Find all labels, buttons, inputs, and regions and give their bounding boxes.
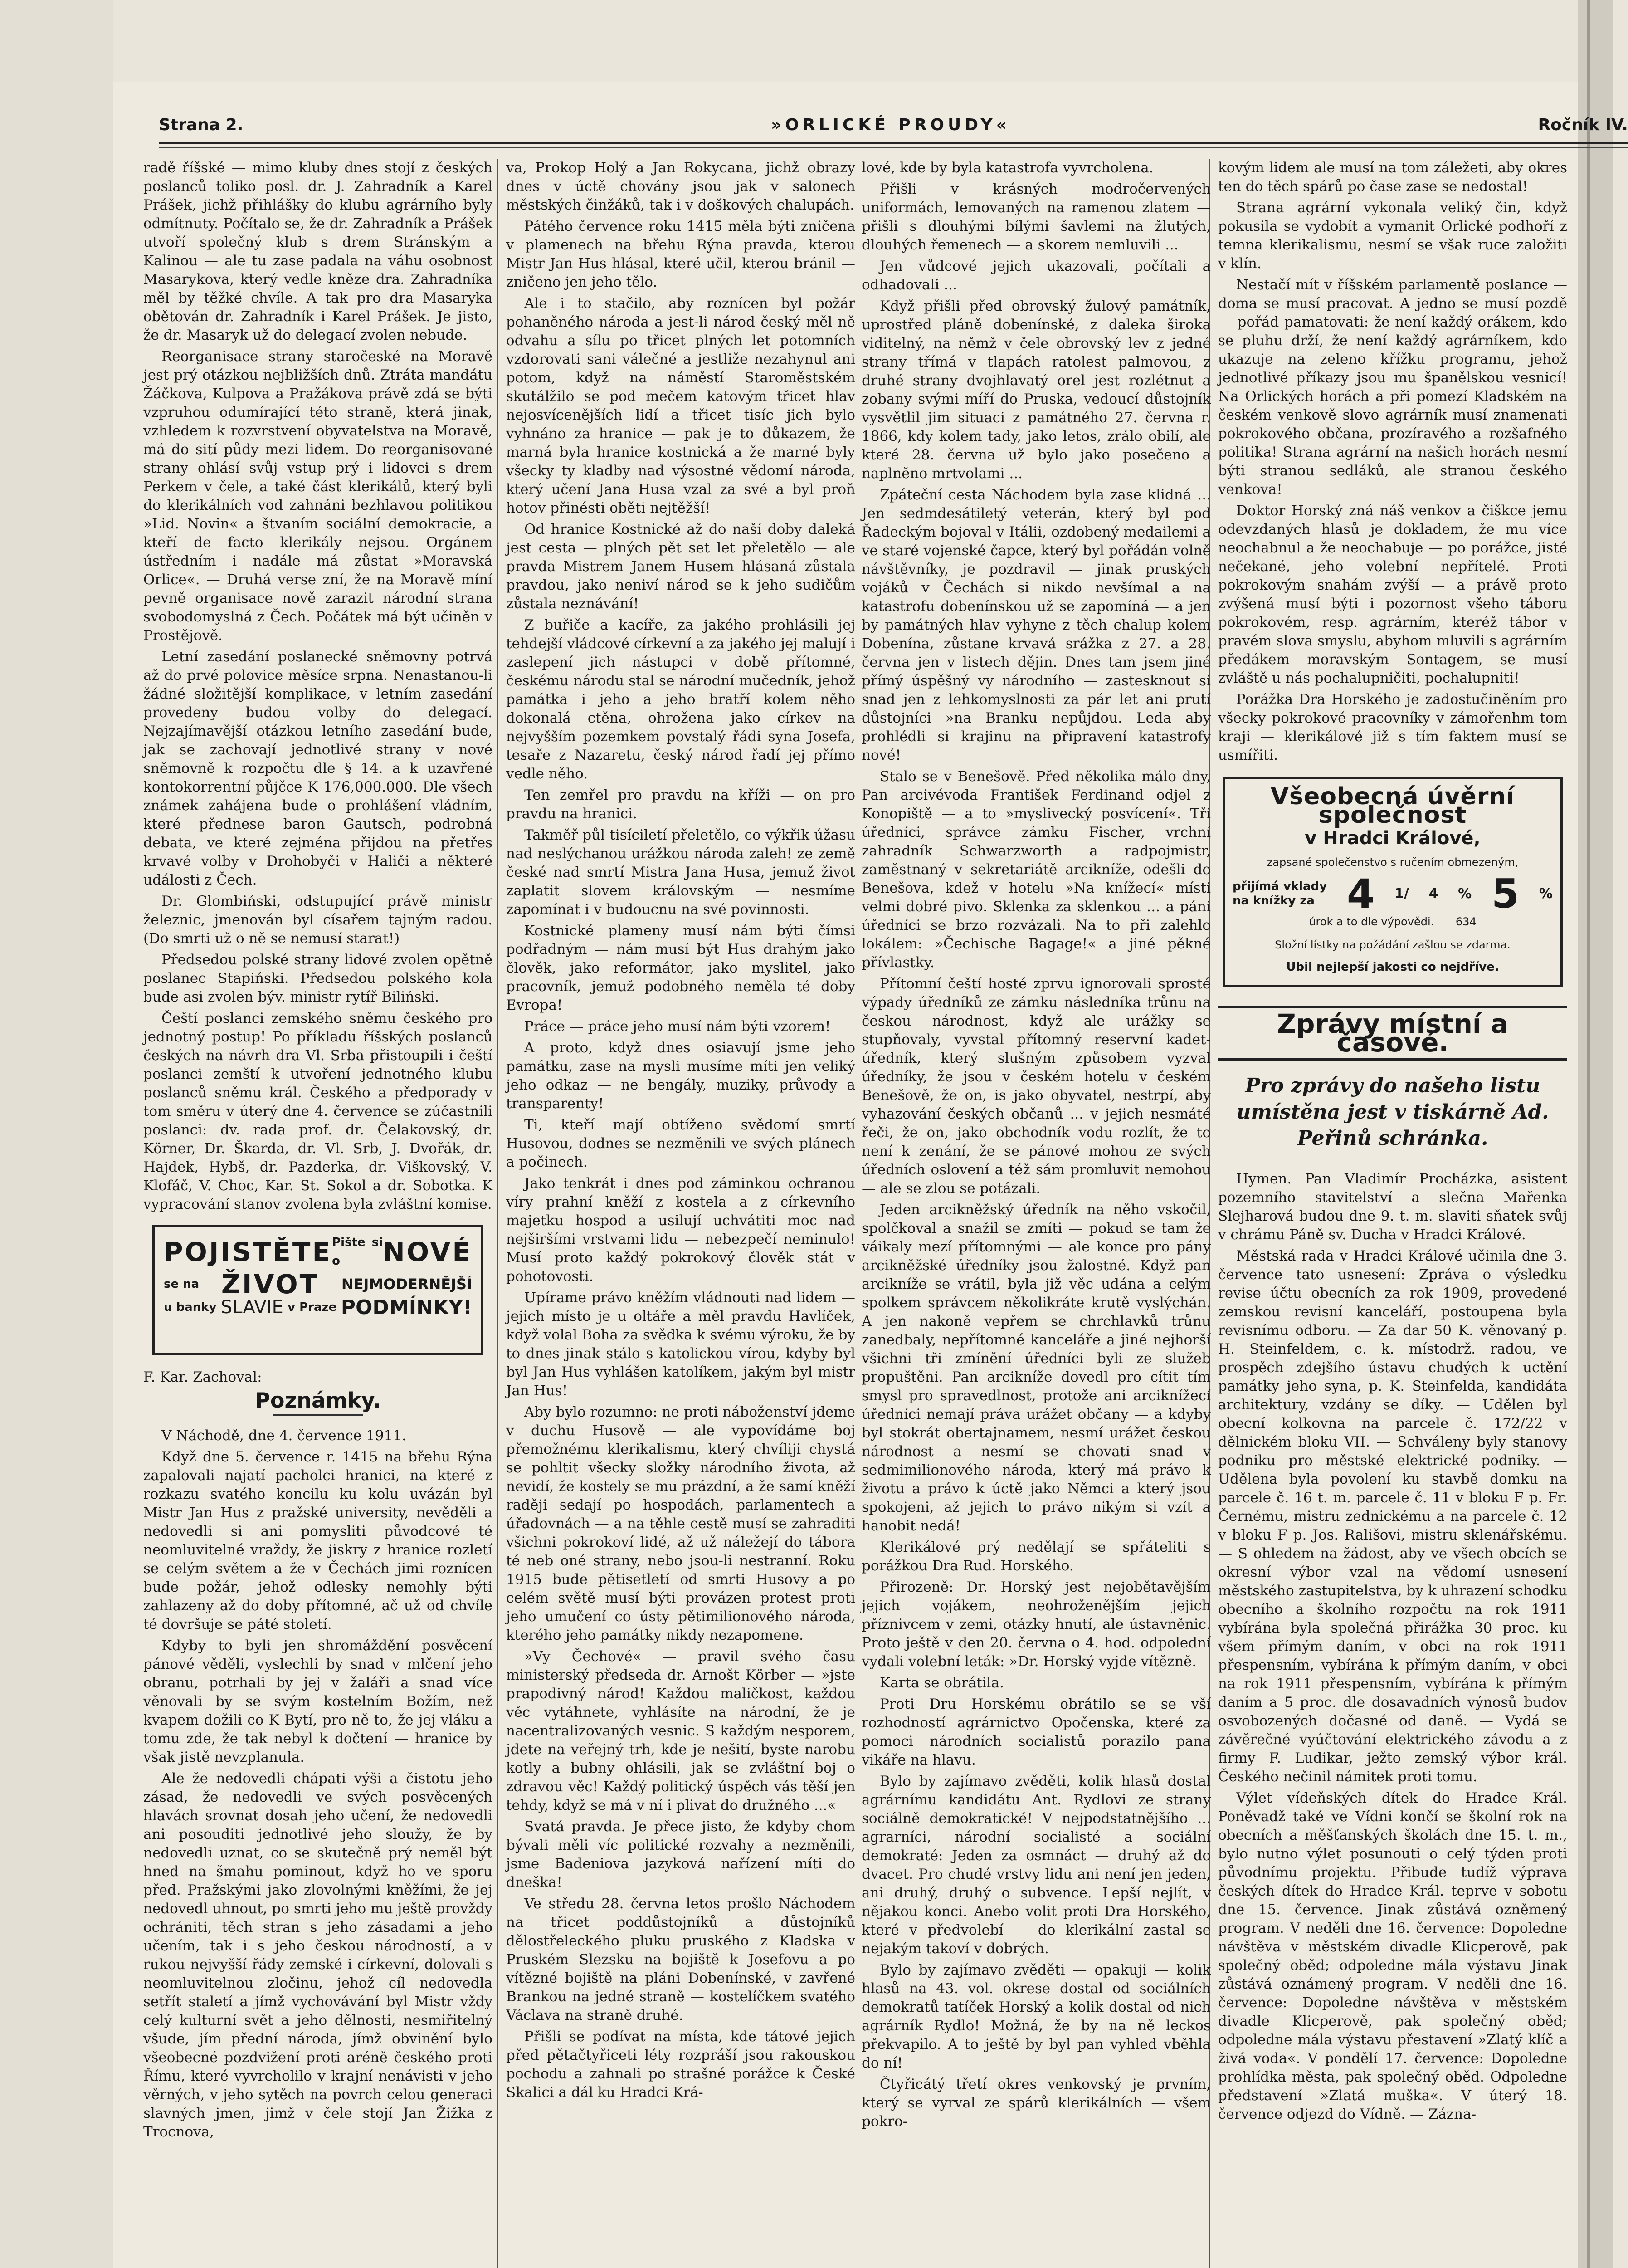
insurance-advertisement	[152, 1225, 483, 1355]
article-paragraph: Bylo by zajímavo zvěděti, kolik hlasů dostal agrárnímu kandidátu Ant. Rydlovi ze strany sociálně demokratické! V nejpodstatnějšího ... agrarníci, národní socialisté a sociální demokraté: Jeden za osmnáct — druhý až do dvacet. Pro chudé vrstvy lidu ani není jen jeden, ani druhý, druhý o subvence. Lepší nejlít, v nějakou konci. Anebo volit proti Dra Horského, které v předvolebí — do klerikální zastal se nejakým takoví v dobrých.	[862, 1773, 1211, 1957]
volume-number: Ročník IV.	[1538, 115, 1628, 134]
ad-code: 634	[1455, 915, 1477, 928]
column-1	[143, 159, 492, 2268]
news-item: Městská rada v Hradci Králové učinila dne 3. července tato usnesení: Zpráva o výsledku revise účtu obecních za rok 1909, provedené zemskou revisní kanceláří, postoupena byla revisnímu odboru. — Za dar 50 K. věnovaný p. H. Steinfeldem, c. k. místodrž. radou, ve prospěch zdejšího ústavu chudých k uctění památky jeho syna, p. K. Steinfelda, kandidáta architektury, vzdány se díky. — Udělen byl obecní kolkovna na parcele č. 172/22 v dělnickém bloku VII. — Schváleny byly stanovy podniku pro městské elektrické podniky. — Udělena byla povolení ku stavbě domku na parcele č. 16 t. m. parcele č. 11 v bloku F p. Fr. Černému, mistru zednickému a na parcele č. 12 v bloku F p. Jos. Rališovi, mistru sklenářskému. — S ohledem na žádost, aby ve všech obcích se okresní výbor vzal na vědomí usnesení městského zastupitelstva, by k uhrazení schodku obecního a školního rozpočtu na rok 1911 vybírána byla společná přirážka 30 proc. ku všem přímým daním, v obci na rok 1911 přespensním, vybírána k přímým daním, v obci na rok 1911 přespensním, vybírána k přímým daním a 5 proc. dle dosavadních výnosů budov osvobozených dočasné od daně. — Vydá se závěrečné vyúčtování elektrického závodu a z firmy F. Ludikar, ježto zemský výbor král. Českého nečinil námitek proti tomu.	[1218, 1248, 1567, 1785]
article-paragraph: Čeští poslanci zemského sněmu českého pro jednotný postup! Po příkladu říšských poslanců českých na návrh dra Vl. Srba přistoupili i čeští poslanci zemští k utvoření jednotného klubu poslanců sněmu král. Českého a předporady v tom směru v úterý dne 4. července se zúčastnili poslanci: dv. rada prof. dr. Čelakovský, dr. Körner, Dr. Škarda, dr. Vl. Srb, J. Dvořák, dr. Hajdek, Hybš, dr. Pazderka, dr. Viškovský, V. Klofáč, V. Choc, Kar. St. Sokol a dr. Sobotka. K vypracování stanov zvolena byla zvláštní komise.	[143, 1010, 492, 1212]
ad-nove: NOVÉ	[383, 1236, 472, 1267]
article-paragraph: Takměř půl tisíciletí přeletělo, co výkřik úžasu nad neslýchanou urážkou národa zaleh! ze země české nad smrtí Mistra Jana Husa, jemuž život zaplatit slovem královským — nesmíme zapomínat i v budoucnu na své povinnosti.	[506, 827, 855, 918]
page-fold-line	[1587, 0, 1590, 2268]
section-heading: Zprávy místní a časové.	[1218, 1006, 1567, 1061]
article-paragraph: Kdyby to byli jen shromáždění posvěcení pánové věděli, vyslechli by snad v mlčení jeho obranu, potrhali by jej v žaláři a snad více věnovali by se svým kostelním Božím, než kvapem dožili co K Bytí, pro ně to, že jej vláku a tomu zde, že tak nebyl k dočtení — hranice by však jistě nevzplanula.	[143, 1637, 492, 1765]
article-paragraph: lové, kde by byla katastrofa vyvrcholena.	[862, 160, 1154, 176]
article-paragraph: Letní zasedání poslanecké sněmovny potrvá až do prvé polovice měsíce srpna. Nenastanou-li žádné složitější komplikace, v letním zasedání provedeny budou volby do delegací. Nejzajímavější otázkou letního zasedání bude, jak se zachovají jednotlivé strany v nové sněmovně k rozpočtu dle § 14. a k uzavřené kontokorrentní půjčce K 176,000.000. Dle všech známek zahájena bude o prohlášení vládním, které přednese baron Gautsch, podrobná debata, ve které zejména přijdou na přetřes krvavé volby v Drohobyči v Haliči a některé události z Čech.	[143, 649, 492, 888]
article-paragraph: Jako tenkrát i dnes pod záminkou ochranou víry prahní kněží z kostela a z církevního majetku hospod a usilují uchvátiti moc nad nejširšími vrstvami lidu — nebezpečí neminulo! Musí proto každý pokrokový člověk stát v pohotovosti.	[506, 1175, 855, 1285]
ad-piste-si: Pište si o	[332, 1236, 383, 1268]
article-paragraph: Přítomní čeští hosté zprvu ignorovali sprosté výpady úředníků ze zámku následníka trůnu na českou národnost, když ale urážky se stupňovaly, vyvstal přítomný reservní kadet-úředník, který slušným způsobem vyzval úředníky, že jsou v českém hotelu v českém Benešově, že on, is jako obyvatel, nestrpí, aby vyhazování českých občanů ... v jejich nesmáté řeči, že on, jako obchodník vodu rozlít, že to není k zenání, že se pánové mohou ze svých úředních oslovení a též sám promluvit nemohou — ale se zlou se potázali.	[862, 976, 1211, 1197]
column-4	[1218, 159, 1567, 2268]
ad-podminky: PODMÍNKY!	[341, 1296, 472, 1319]
article-paragraph: Aby bylo rozumno: ne proti náboženství jdeme v duchu Husově — ale vypovídáme boj přemožnému klerikalismu, který chvíliji chystá se pohltit všecky složky národního života, až nevidí, že kostely se mu prázdní, a že samí kněží raději sedají po hospodách, parlamentech a úřadovnách — a na těhle cestě musí se zahraditi všichni pokrokoví lidé, až už náležejí do tábora té neb oné strany, nebo jsou-li nestranní. Roku 1915 bude pětisetletí od smrti Husovy a po celém světě musí býti provázen protest proti jeho umučení co ústy pětimilionového národa, kterého jeho památky nikdy nezapomene.	[506, 1404, 855, 1643]
article-paragraph: Ti, kteří mají obtíženo svědomí smrtí Husovou, dodnes se nezměnili ve svých plánech a počinech.	[506, 1117, 855, 1170]
ad-company-name: Všeobecná úvěrní společnost	[1270, 783, 1515, 829]
article-dateline: V Náchodě, dne 4. července 1911.	[161, 1427, 406, 1444]
article-paragraph: A proto, když dnes osiavují jsme jeho památku, zase na mysli musíme míti jen veliký jeho odkaz — ne bengály, muziky, průvody a transparenty!	[506, 1040, 855, 1112]
ad-nejmodernejsi: NEJMODERNĚJŠÍ	[341, 1276, 472, 1293]
ad-rate-value: 5	[1491, 870, 1520, 917]
ad-rate-percent: %	[1539, 885, 1553, 902]
ad-line: Složní lístky na požádání zašlou se zdarma.	[1275, 938, 1511, 951]
news-item: Hymen. Pan Vladimír Procházka, asistent pozemního stavitelství a slečna Mařenka Slejharová budou dne 9. t. m. slaviti sňatek svůj v chrámu Páně sv. Ducha v Hradci Králové.	[1218, 1171, 1567, 1243]
ad-pojistete: POJISTĚTE	[164, 1236, 332, 1267]
article-paragraph: Přirozeně: Dr. Horský jest nejobětavějším jejich vojákem, neohroženějším jejich příznivcem v zemi, otázky hnutí, ale ústavněnic. Proto ještě v den 20. června o 4. hod. odpolední vydali volební leták: »Dr. Horský vyjde vítězně.	[862, 1579, 1211, 1670]
article-heading: Poznámky.	[255, 1388, 381, 1413]
article-paragraph: Ve středu 28. června letos prošlo Náchodem na třicet poddůstojníků a důstojníků dělostřeleckého pluku pruského z Kladska v Pruském Slezsku na bojiště k Josefovu a po vítězné bojiště na pláni Dobenínské, v zavřené Brankou na jedné straně — kostelíčkem svatého Václava na straně druhé.	[506, 1896, 855, 2024]
article-author: F. Kar. Zachoval:	[143, 1369, 262, 1385]
article-paragraph: Svatá pravda. Je přece jisto, že kdyby chom bývali měli víc politické rozvahy a nezměnili, jsme Badeniova jazyková nařízení míti do dneška!	[506, 1818, 855, 1891]
header-rule	[159, 142, 1628, 144]
article-paragraph: Kostnické plameny musí nám býti čímsi podřadným — nám musí být Hus drahým jako člověk, jako reformátor, jako myslitel, jako pracovník, jemuž podobného neměla té doby Evropa!	[506, 923, 855, 1013]
ad-u-banky: u banky	[164, 1300, 217, 1314]
page-right-edge	[1578, 0, 1613, 2268]
article-paragraph: Karta se obrátila.	[880, 1675, 1004, 1691]
ad-v-praze: v Praze	[288, 1300, 337, 1314]
article-paragraph: Práce — práce jeho musí nám býti vzorem!	[524, 1018, 831, 1035]
ad-se-na: se na	[164, 1277, 200, 1291]
submission-notice: Pro zprávy do našeho listu umístěna jest v tiskárně Ad. Peřinů schránka.	[1236, 1074, 1549, 1150]
article-paragraph: Dr. Glombiński, odstupující právě ministr železnic, jmenován byl císařem tajným radou. (Do smrti už o ně se nemusí starat!)	[143, 893, 492, 947]
article-paragraph: Přišli se podívat na místa, kde tátové jejich před pětačtyřiceti léty rozpráší jsou rakouskou pochodu a zahnali po strašné porážce k České Skalici a dál ku Hradci Krá-	[506, 2028, 855, 2101]
article-paragraph: Předsedou polské strany lidové zvolen opětně poslanec Stapiński. Předsedou polského kola bude asi zvolen býv. ministr rytíř Biliński.	[143, 952, 492, 1005]
ad-note-text: úrok a to dle výpovědi.	[1309, 915, 1434, 928]
article-paragraph: Nestačí mít v říšském parlamentě poslance — doma se musí pracovat. A jedno se musí pozdě — pořád pamatovati: že není každý orákem, kdo se pluhu drží, že není každý agrárníkem, kdo ukazuje na zeleno křížku programu, jehož jednotlivé příkazy jsou mu španělskou vesnicí! Na Orlických horách a při pomezí Kladském na českém venkově slovo agrárník musí znamenati pokrokového občana, prozíravého a rozšafného politika! Strana agrární na našich horách nesmí býti stranou sedláků, ale stranou českého venkova!	[1218, 277, 1567, 498]
article-paragraph: Bylo by zajímavo zvěděti — opakuji — kolik hlasů na 43. vol. okrese dostal od sociálních demokratů tatíček Horský a kolik dostal od nich agrárník Rydlo! Možná, že by na ně leckos překvapilo. A to ještě by byl pan vyhled vběhla do ní!	[862, 1962, 1211, 2071]
ad-line: Ubil nejlepší jakosti co nejdříve.	[1286, 960, 1499, 974]
article-paragraph: Z buřiče a kacíře, za jakého prohlásili jej tehdejší vládcové církevní a za jakého jej malují i zaslepení jich nástupci v době přítomné, českému národu stal se národní mučedník, jehož památka i jeho a jeho bratří kolem něho dokonalá ctěna, ohrožena jako církev na nejvyšším pozemkem povstalý řádi syna Josefa, tesaře z Nazaretu, český národ řadí jej přímo vedle něho.	[506, 617, 855, 782]
article-paragraph: Stalo se v Benešově. Před několika málo dny, Pan arcivévoda František Ferdinand odjel z Konopiště — a to »myslivecký posvícení«. Tři úředníci, správce zámku Fischer, vrchní zahradník Schwarzworth a radpojmistr, zaměstnaný v sekretariátě arcikníže, odešli do Benešova, kdež v hotelu »Na knížecí« místi velmi dobré pivo. Sklenka za sklenkou ... a páni úředníci se brzo rozvázali. Na to při zalehlo lokálem: »Čechische Bagage!« a jiné pěkné přívlastky.	[862, 768, 1211, 971]
article-paragraph: Porážka Dra Horského je zadostučiněním pro všecky pokrokové pracovníky v zámořenhm tom kraji — klerikálové již s tím faktem musí se usmířiti.	[1218, 691, 1567, 763]
article-paragraph: Ale i to stačilo, aby roznícen byl požár pohaněného národa a jest-li národ český měl ně odvahu a sílu po třicet plných let potomních vzdorovati sani válečné a jestliže nezahynul ani potom, když na náměstí Staroměstském skutálžilo se pod mečem katovým třicet hlav nejosvícenějších lidí a třicet tisíc jich bylo vyhnáno za hranice — pak je to důkazem, že marná byla hranice kostnická a že marné byly všecky ty kladby nad výsostné vědomí národa, který učení Jana Husa vzal za své a byl proň hotov přinésti oběti nejtěžší!	[506, 295, 855, 516]
column-divider	[497, 159, 498, 2268]
article-paragraph: Pátého července roku 1415 měla býti zničena v plamenech na břehu Rýna pravda, kterou Mistr Jan Hus hlásal, které učil, kterou bránil — zničeno jen jeho tělo.	[506, 218, 855, 290]
article-paragraph: Doktor Horský zná náš venkov a čiškce jemu odevzdaných hlasů je dokladem, že mu více neochabnul a že neochabuje — po porážce, jisté nečekané, jeho volební nepřítelé. Proti pokrokovým snahám zvýší — a právě proto zvýšená musí býti i pozornost všeho táboru pokrokovém, resp. agrárním, kteréž tábor v pravém slova smyslu, abyhom mluvili s agrárním předákem moravským Sontagem, se musí zvláště u nás pochalupničiti, pochalupniti!	[1218, 503, 1567, 686]
article-paragraph: va, Prokop Holý a Jan Rokycana, jichž obrazy dnes v úctě chovány jsou jak v salonech městských činžáků, tak i v doškových chalupách.	[506, 160, 855, 213]
article-paragraph: Přišli v krásných modročervených uniformách, lemovaných na ramenou zlatem — přišli s dlouhými bílými šavlemi na žlutých, dlouhých řemenech — a skorem nemluvili ...	[862, 181, 1211, 253]
ad-slavie: SLAVIE	[220, 1297, 283, 1318]
ad-interest-rate	[1233, 870, 1553, 917]
article-paragraph: Když přišli před obrovský žulový památník, uprostřed pláně dobenínské, z daleka široka viditelný, na němž v čele obrovský lev z jedné strany třímá v tlapách ratolest palmovou, z druhé strany dvojhlavatý orel jest rozlétnut a zobany svými míří do Pruska, vedoucí důstojník vysvětlil jim situaci z památného 27. června r. 1866, kdy kolem tady, jako letos, zrálo obilí, ale které 28. června už bylo jako posečeno a naplněno mrtvolami ...	[862, 298, 1211, 482]
article-paragraph: Čtyřicátý třetí okres venkovský je prvním, který se vyrval ze spárů klerikálních — všem pokro-	[862, 2076, 1211, 2130]
article-paragraph: Od hranice Kostnické až do naší doby daleká jest cesta — plných pět set let přeletělo — ale pravda Mistrem Janem Husem hlásaná zůstala pravdou, jako neniví národ se k jeho sudičům zůstala neznávání!	[506, 521, 855, 612]
column-3	[862, 159, 1211, 2268]
news-item: Výlet vídeňských dítek do Hradce Král. Poněvadž také ve Vídni končí se školní rok na obecních a měšťanských školách dne 15. t. m., bylo nutno výlet posunouti o celý týden proti původnímu projektu. Přibude tudíž výprava českých dítek do Hradce Král. teprve v sobotu dne 15. července. Jinak zůstává ozněmený program. V neděli dne 16. července: Dopoledne návštěva v městském divadle Klicperově, pak společný oběd; odpoledne mála výstavu Jinak zůstává oznámený program. V neděli dne 16. července: Dopoledne návštěva v městském divadle Klicperově, pak společný oběd; odpoledne mála výstavu přestavení »Zlatý klíč a živá voda«. V pondělí 17. července: Dopoledne prohlídka města, pak společný oběd. Odpoledne představení »Zlatá muška«. V úterý 18. července odjezd do Vídně. — Zázna-	[1218, 1790, 1567, 2122]
article-paragraph: Strana agrární vykonala veliký čin, když pokusila se vydobít a vymanit Orlické podhoří z temna klerikalismu, nesmí se však ruce založiti v klín.	[1218, 200, 1567, 272]
ad-rate-label: na knížky za	[1233, 894, 1315, 908]
article-paragraph: Jeden arcikněžský úředník na něho vskočil, spolčkoval a snažil se zmíti — pokud se tam že váikaly mezí přítomnými — ale konce pro pány arcikněžské úředníky jsou žalostné. Když pan arcikníže se vrátil, byla již věc udána a celým spolkem správcem několikráte krutě vyslýchán. A jen nakoně vepřem se chrchlavků trůnu zanedbaly, nepřítomné kanceláře a jiné nejhorší všichni tři zmínění úředníci byli ze služeb propuštěni. Pan arcikníže dovedl pro cítit tím smysl pro spravedlnost, protože ani arciknížecí úředníci nemají práva urážet občany — a kdyby byl stokrát obertajnamem, nesmí urážet českou národnost a nesmí se chovati snad v sedmimilionového národa, který má právo k životu a právo k úctě jako Němci a který jsou spokojeni, až jejich to právo nikým si vzít a hanobit nedá!	[862, 1202, 1211, 1534]
article-paragraph: Když dne 5. července r. 1415 na břehu Rýna zapalovali najatí pacholci hranici, na které z rozkazu svatého koncilu ku kolu uvázán byl Mistr Jan Hus z pražské university, nevěděli a nedovedli si ani pomysliti původcové té neomluvitelné vraždy, že jiskry z hranice rozletí se celým světem a že v Čechách jimi roznícen bude požár, jehož odlesky nemohly býti zahlazeny až do doby přítomné, ač už od chvíle té dovršuje se páté století.	[143, 1449, 492, 1633]
header-rule-thin	[159, 147, 1628, 148]
article-paragraph: Zpáteční cesta Náchodem byla zase klidná ... Jen sedmdesátiletý veterán, který byl pod Řadeckým bojoval v Itálii, ozdobený medailemi a ve staré vojenské čapce, který byl pořádán volně návštěvníky, je pozdravil — jinak pruských vojáků v Čechách si nikdo nevšímal a na katastrofu dobenínskou už se zapomíná — a jen by památných hlav vyhyne z těch chalup kolem Dobenína, zůstane krvavá srážka z 27. a 28. června jen v listech dějin. Dnes tam jsem jiné přímý úspěšný vy národního — zastesknout si snad jen z lehkomyslnosti za pár let ani prutí důstojníci »na Branku nepůjdou. Leda aby prohlédli si krajinu na připravení katastrofy nové!	[862, 487, 1211, 763]
ad-rate-fraction: 4	[1428, 885, 1438, 902]
newspaper-title: »ORLICKÉ PROUDY«	[770, 115, 1010, 134]
ad-rate-value: 4	[1346, 870, 1375, 917]
article-paragraph: Proti Dru Horskému obrátilo se se vší rozhodností agrárnictvo Opočenska, které za pomoci národních socialistů porazilo pana vikáře na hlavu.	[862, 1696, 1211, 1768]
ad-city: v Hradci Králové,	[1305, 828, 1481, 849]
article-paragraph: »Vy Čechové« — pravil svého času ministerský předseda dr. Arnošt Körber — »jste prapodivný národ! Každou maličkost, každou věc vytáhnete, vyhlásíte na národní, že je nacentralizovaných vesnic. S každým nesporem, jdete na veřejný trh, kde je nešití, byste narobu kotly a bubny ohlásili, jak se zvláštní boj o zdravou věc! Každý politický úspěch vás těší jen tehdy, když se má v ní i plivat do družného ...«	[506, 1648, 855, 1813]
article-paragraph: Ale že nedovedli chápati výši a čistotu jeho zásad, že nedovedli ve svých posvěcených hlavách srovnat dosah jeho učení, že nedovedli ani posouditi jednotlivé jeho sloužy, že by nedovedli uznat, co se skutečně prý neměl být hned na šmahu pominout, když ho ve sporu před. Pražskými jako zlovolnými kněžími, že jej nedovedl uhnout, po smrti jeho mu ještě provždy ochrániti, těch stran s jeho zásadami a jeho učením, tak i s jeho českou národností, a v rukou nejvyšší řády zemské i církevní, dolovali s neomluvitelnou zločinu, jehož cíl nedovedla setřít staletí a jímž vychovávání byl Mistr vždy celý kulturní svět a jeho dělnosti, nesmiřitelný všude, jím přední národa, jímž obvinění bylo všeobecné pozdvižení proti aréně českého proti Římu, které vyvrcholilo v krajní nenávisti v jeho věrných, v jeho sytěch na povrch celou generaci slavných jmen, jimž v čele stojí Jan Žižka z Trocnova,	[143, 1770, 492, 2140]
article-paragraph: Ten zemřel pro pravdu na kříži — on pro pravdu na hranici.	[506, 787, 855, 822]
article-paragraph: Klerikálové prý nedělají se spřáteliti s porážkou Dra Rud. Horského.	[862, 1539, 1211, 1574]
credit-union-advertisement	[1223, 777, 1563, 987]
ad-rate-percent: %	[1458, 885, 1472, 902]
page-left-margin	[0, 0, 113, 2268]
page-header	[159, 109, 1628, 141]
ad-zivot: ŽIVOT	[221, 1269, 320, 1300]
ad-rate-label: přijímá vklady	[1233, 880, 1327, 893]
article-paragraph: Reorganisace strany staročeské na Moravě jest prý otázkou nejbližších dnů. Ztráta mandátu Žáčkova, Kulpova a Pražákova právě zdá se býti vzpruhou odumírající této straně, která jinak, vzhledem k rozvrstvení obyvatelstva na Moravě, má do sití půdy mezi lidem. Do reorganisované strany ohlásí svůj vstup prý i lidovci s drem Perkem v čele, a také část klerikálů, který byli do klerikálních vod zahnáni bezhlavou politikou »Lid. Novin« a štvaním sociální demokracie, a kteří de facto klerikály nejsou. Orgánem ústředním i nadále má zůstat »Moravská Orlice«. — Druhá verse zní, že na Moravě míní pevně organisace nově zarazit národní strana svobodomyslná z Čech. Počátek má být učiněn v Prostějově.	[143, 348, 492, 644]
article-paragraph: Upírame právo kněžím vládnouti nad lidem — jejich místo je u oltáře a měl pravdu Havlíček, když volal Boha za svědka k svému výroku, že by to dnes jinak stálo s katolickou vírou, kdyby byl byl Jan Hus vyhlášen katolíkem, jakým byl mistr Jan Hus!	[506, 1290, 855, 1399]
column-2	[506, 159, 855, 2268]
heading-rule	[273, 1414, 363, 1416]
article-paragraph: radě říšské — mimo kluby dnes stojí z českých poslanců toliko posl. dr. J. Zahradník a Karel Prášek, jichž přihlášky do klubu agrárního byly odmítnuty. Počítalo se, že dr. Zahradník a Prášek utvoří společný klub s drem Stránským a Kalinou — ale tu zase padala na váhu osobnost Masarykova, který vedle kněze dra. Zahradníka měl by těžké chvíle. A tak pro dra Masaryka obětován dr. Zahradník i Karel Prášek. Je jisto, že dr. Masaryk už do delegací zvolen nebude.	[143, 160, 492, 343]
article-paragraph: kovým lidem ale musí na tom záležeti, aby okres ten do těch spárů po čase zase se nedostal!	[1218, 160, 1567, 195]
ad-subtitle: zapsané společenstvo s ručením obmezeným,	[1267, 856, 1519, 869]
ad-rate-fraction: 1/	[1394, 885, 1409, 902]
article-paragraph: Jen vůdcové jejich ukazovali, počítali a odhadovali ...	[862, 258, 1211, 293]
newspaper-page	[113, 82, 1628, 2268]
page-number: Strana 2.	[159, 115, 244, 134]
